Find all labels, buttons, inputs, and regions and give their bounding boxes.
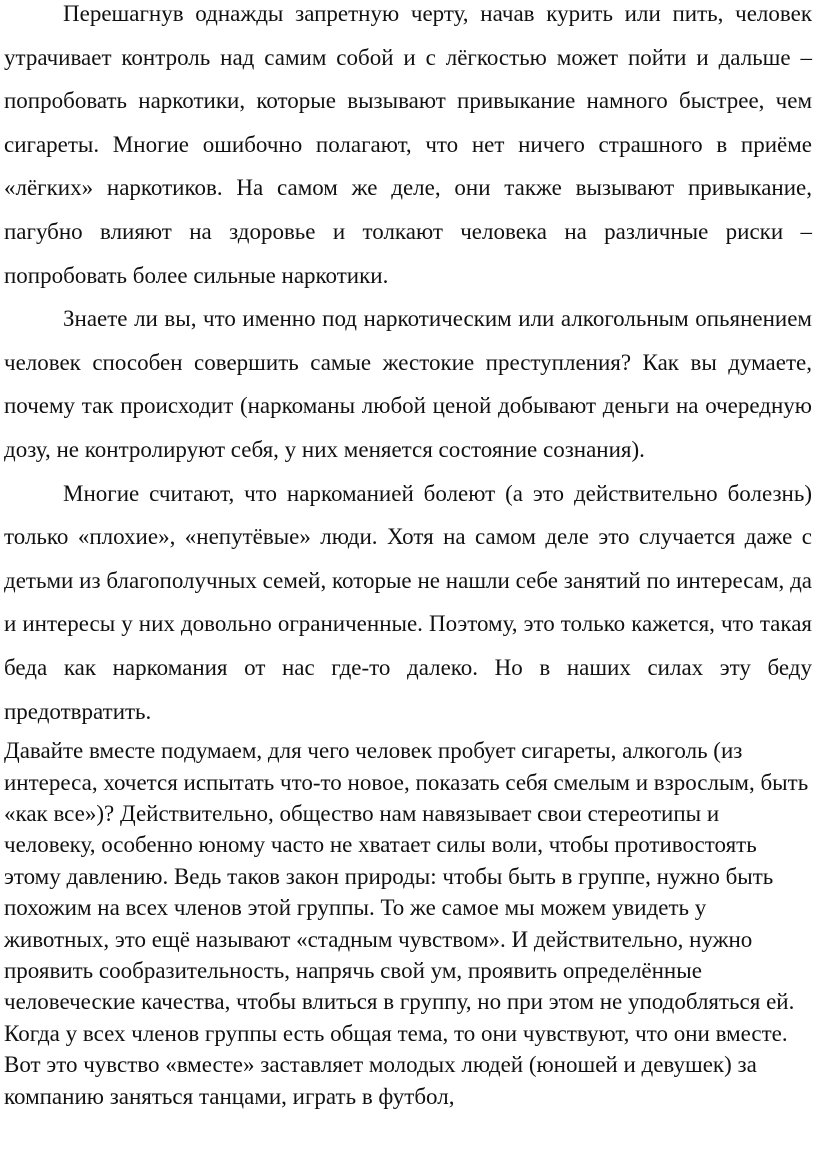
paragraph-4: Давайте вместе подумаем, для чего человек пробует сигареты, алкоголь (из интереса, хочется испытать что-то новое, показать себя смелым и взрослым, быть «как все»)? Действительно, общество нам навязывает свои стереотипы и человеку, особенно юному часто не хватает силы воли, чтобы противостоять этому давлению. Ведь таков закон природы: чтобы быть в группе, нужно быть похожим на всех членов этой группы. То же самое мы можем увидеть у животных, это ещё называют «стадным чувством». И действительно, нужно проявить сообразительность, напрячь свой ум, проявить определённые человеческие качества, чтобы влиться в группу, но при этом не уподобляться ей. Когда у всех членов группы есть общая тема, то они чувствуют, что они вместе. Вот это чувство «вместе» заставляет молодых людей (юношей и девушек) за компанию заняться танцами, играть в футбол, (4, 738, 809, 1109)
paragraph-1: Перешагнув однажды запретную черту, начав курить или пить, человек утрачивает контроль над самим собой и с лёгкостью может пойти и дальше – попробовать наркотики, которые вызывают привыкание намного быстрее, чем сигареты. Многие ошибочно полагают, что нет ничего страшного в приёме «лёгких» наркотиков. На самом же деле, они также вызывают привыкание, пагубно влияют на здоровье и толкают человека на различные риски – попробовать более сильные наркотики. (4, 1, 812, 288)
paragraph-2: Знаете ли вы, что именно под наркотическим или алкогольным опьянением человек способен совершить самые жестокие преступления? Как вы думаете, почему так происходит (наркоманы любой ценой добывают деньги на очередную дозу, не контролируют себя, у них меняется состояние сознания). (4, 306, 812, 462)
paragraph-3: Многие считают, что наркоманией болеют (а это действительно болезнь) только «плохие», «непутёвые» люди. Хотя на самом деле это случается даже с детьми из благополучных семей, которые не нашли себе занятий по интересам, да и интересы у них довольно ограниченные. Поэтому, это только кажется, что такая беда как наркомания от нас где-то далеко. Но в наших силах эту беду предотвратить. (4, 480, 812, 724)
